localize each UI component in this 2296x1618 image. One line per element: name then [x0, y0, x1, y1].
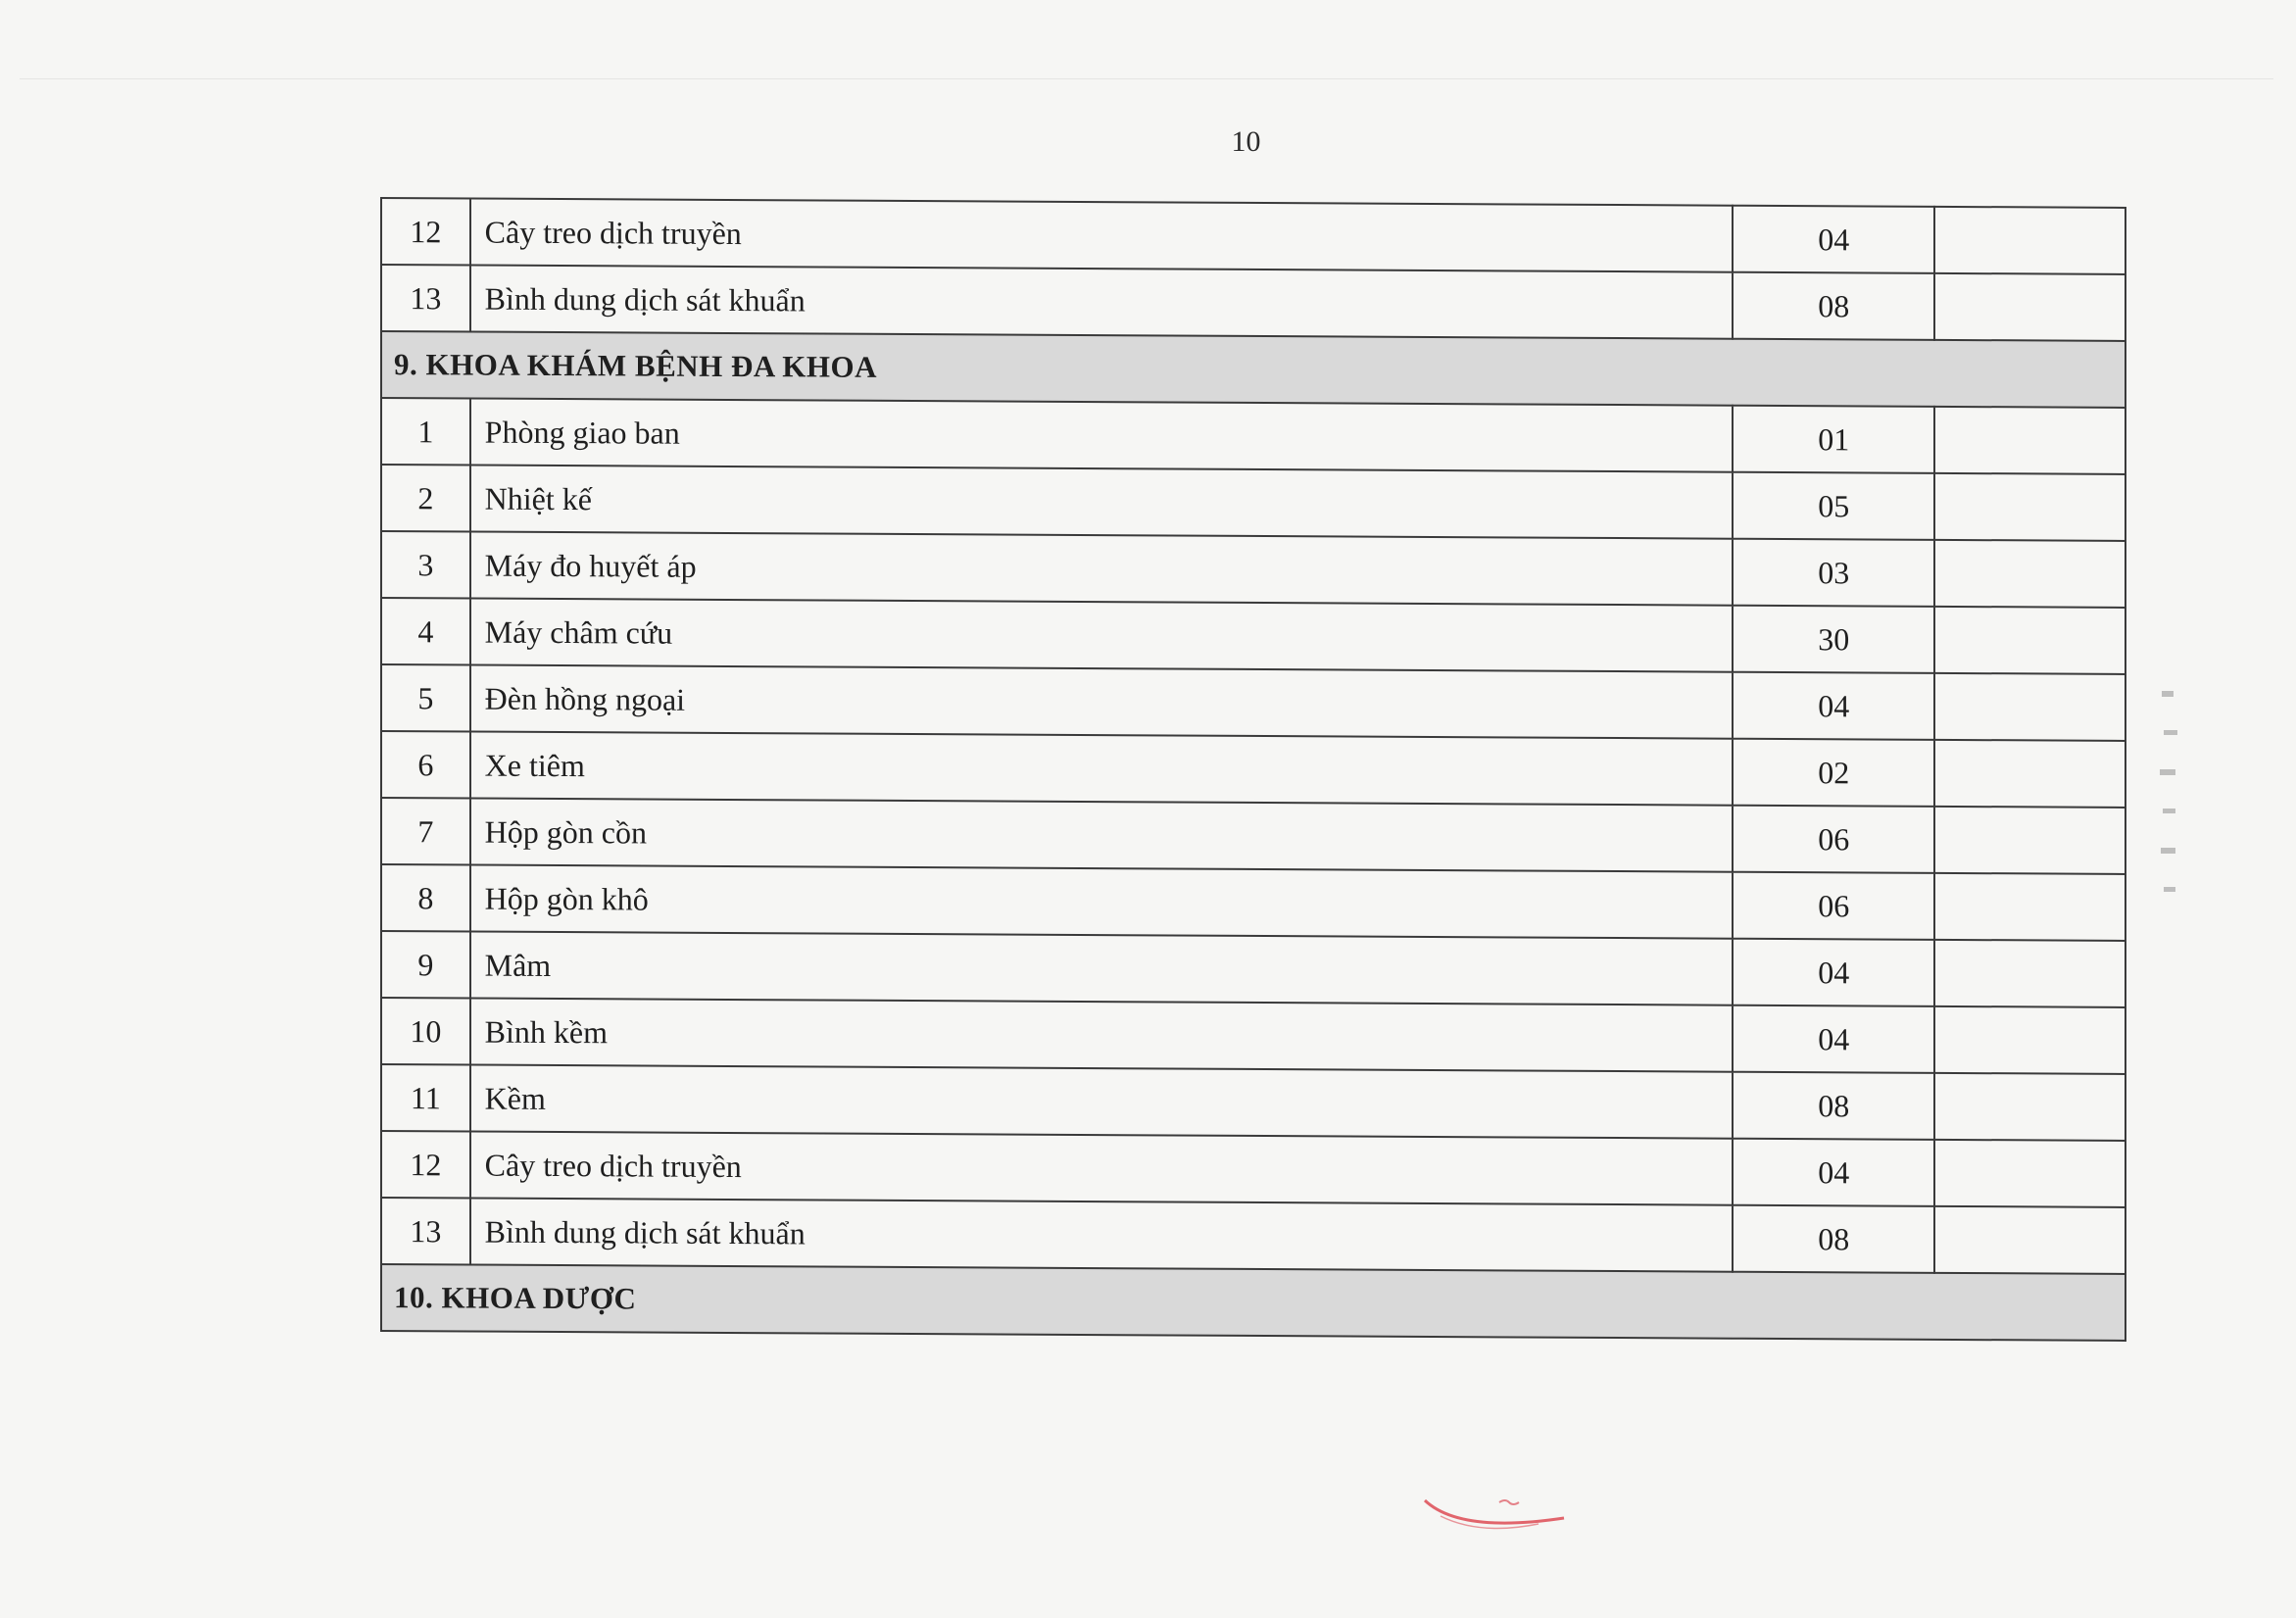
section-header-row	[381, 1264, 2125, 1341]
page-number: 10	[1231, 125, 1261, 158]
item-name: Bình dung dịch sát khuẩn	[470, 1199, 1734, 1272]
row-number: 7	[381, 798, 470, 865]
item-name: Cây treo dịch truyền	[470, 1132, 1734, 1205]
item-name: Máy châm cứu	[470, 599, 1734, 672]
section-title: 10. KHOA DƯỢC	[381, 1264, 2125, 1341]
table-row	[381, 731, 2125, 808]
table-row	[381, 398, 2125, 474]
item-note	[1934, 1206, 2125, 1274]
table-row	[381, 1131, 2125, 1207]
item-note	[1934, 1073, 2125, 1141]
item-note	[1934, 740, 2125, 808]
table-row	[381, 465, 2125, 541]
item-name: Cây treo dịch truyền	[470, 199, 1734, 272]
item-note	[1934, 607, 2125, 674]
item-note	[1934, 673, 2125, 741]
row-number: 1	[381, 398, 470, 466]
section-header-row	[381, 331, 2125, 408]
table-row	[381, 798, 2125, 874]
red-stamp-fragment	[1421, 1495, 1568, 1542]
table-row	[381, 931, 2125, 1007]
item-note	[1934, 1006, 2125, 1074]
item-quantity: 06	[1733, 806, 1934, 873]
item-name: Kềm	[470, 1065, 1734, 1139]
section-title: 9. KHOA KHÁM BỆNH ĐA KHOA	[381, 331, 2125, 408]
item-quantity: 04	[1733, 1005, 1934, 1073]
item-name: Bình kềm	[470, 999, 1734, 1072]
item-name: Nhiệt kế	[470, 466, 1734, 539]
row-number: 12	[381, 198, 470, 266]
item-name: Mâm	[470, 932, 1734, 1005]
item-quantity: 06	[1733, 872, 1934, 940]
table-row	[381, 664, 2125, 741]
item-name: Máy đo huyết áp	[470, 532, 1734, 606]
row-number: 2	[381, 465, 470, 532]
table-row	[381, 198, 2125, 274]
row-number: 4	[381, 598, 470, 665]
item-quantity: 05	[1733, 472, 1934, 540]
item-note	[1934, 273, 2125, 341]
row-number: 10	[381, 998, 470, 1065]
item-quantity: 01	[1733, 406, 1934, 473]
item-note	[1934, 940, 2125, 1007]
row-number: 13	[381, 265, 470, 332]
row-number: 5	[381, 664, 470, 732]
item-note	[1934, 873, 2125, 941]
table-row	[381, 265, 2125, 341]
item-note	[1934, 1140, 2125, 1207]
row-number: 11	[381, 1064, 470, 1132]
item-note	[1934, 540, 2125, 608]
scan-edge-marks	[2154, 691, 2183, 907]
table-row	[381, 864, 2125, 941]
item-quantity: 04	[1733, 206, 1934, 273]
row-number: 3	[381, 531, 470, 599]
item-name: Hộp gòn cồn	[470, 799, 1734, 872]
item-name: Đèn hồng ngoại	[470, 665, 1734, 739]
row-number: 9	[381, 931, 470, 999]
item-note	[1934, 207, 2125, 274]
item-note	[1934, 407, 2125, 474]
row-number: 8	[381, 864, 470, 932]
row-number: 6	[381, 731, 470, 799]
table-row	[381, 598, 2125, 674]
equipment-table	[380, 197, 2126, 1342]
row-number: 13	[381, 1198, 470, 1265]
table-row	[381, 1064, 2125, 1141]
item-quantity: 30	[1733, 606, 1934, 673]
item-quantity: 02	[1733, 739, 1934, 807]
item-quantity: 08	[1733, 1072, 1934, 1140]
item-note	[1934, 807, 2125, 874]
table-row	[381, 531, 2125, 608]
item-name: Phòng giao ban	[470, 399, 1734, 472]
item-quantity: 04	[1733, 1139, 1934, 1206]
row-number: 12	[381, 1131, 470, 1199]
table-row	[381, 1198, 2125, 1274]
item-note	[1934, 473, 2125, 541]
table-row	[381, 998, 2125, 1074]
item-quantity: 04	[1733, 939, 1934, 1006]
item-quantity: 04	[1733, 672, 1934, 740]
item-quantity: 08	[1733, 272, 1934, 340]
scan-edge-line	[20, 78, 2273, 79]
item-quantity: 03	[1733, 539, 1934, 607]
item-name: Xe tiêm	[470, 732, 1734, 806]
item-name: Bình dung dịch sát khuẩn	[470, 266, 1734, 339]
item-quantity: 08	[1733, 1205, 1934, 1273]
item-name: Hộp gòn khô	[470, 865, 1734, 939]
